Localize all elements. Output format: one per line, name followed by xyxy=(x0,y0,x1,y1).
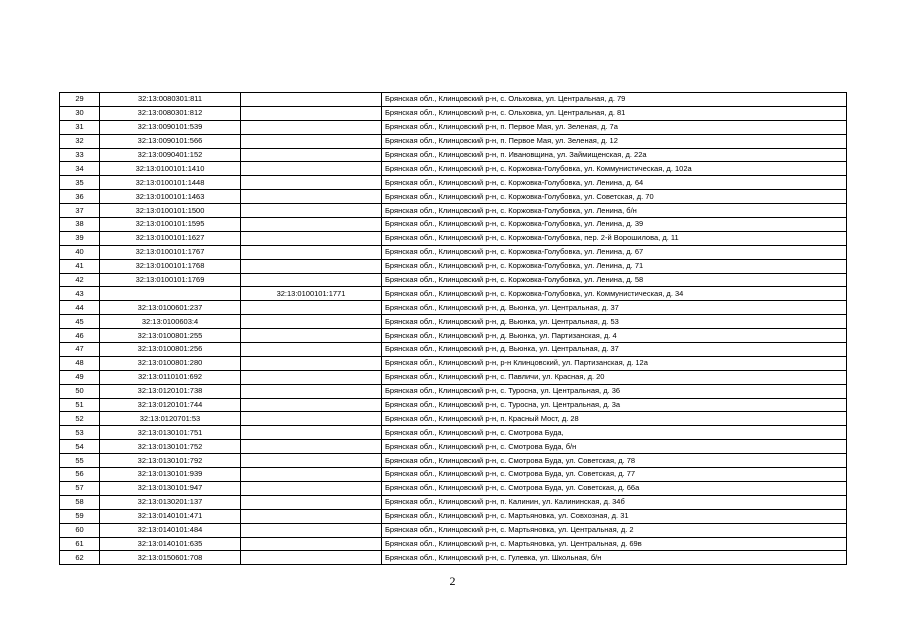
table-row xyxy=(60,106,847,120)
table-row xyxy=(60,204,847,218)
cadastral-number-cell: 32:13:0100801:255 xyxy=(100,329,241,343)
cadastral-number-cell: 32:13:0100801:256 xyxy=(100,343,241,357)
table-row xyxy=(60,412,847,426)
table-row xyxy=(60,315,847,329)
table-row xyxy=(60,176,847,190)
cadastral-number-cell: 32:13:0100101:1767 xyxy=(100,245,241,259)
table-row xyxy=(60,329,847,343)
address-cell: Брянская обл., Клинцовский р-н, с. Коржовка-Голубовка, ул. Ленина, д. 58 xyxy=(382,273,847,287)
row-number-cell: 33 xyxy=(60,148,100,162)
cadastral-number-cell: 32:13:0130101:947 xyxy=(100,481,241,495)
address-cell: Брянская обл., Клинцовский р-н, с. Коржовка-Голубовка, ул. Советская, д. 70 xyxy=(382,190,847,204)
cadastral-number-cell: 32:13:0100801:280 xyxy=(100,356,241,370)
address-cell: Брянская обл., Клинцовский р-н, с. Коржовка-Голубовка, пер. 2-й Ворошилова, д. 11 xyxy=(382,231,847,245)
row-number-cell: 50 xyxy=(60,384,100,398)
address-table-body xyxy=(60,93,847,565)
extra-cadastral-number-cell xyxy=(241,218,382,232)
extra-cadastral-number-cell xyxy=(241,106,382,120)
address-cell: Брянская обл., Клинцовский р-н, с. Ольховка, ул. Центральная, д. 79 xyxy=(382,93,847,107)
table-row xyxy=(60,426,847,440)
extra-cadastral-number-cell xyxy=(241,356,382,370)
address-cell: Брянская обл., Клинцовский р-н, с. Ольховка, ул. Центральная, д. 81 xyxy=(382,106,847,120)
row-number-cell: 32 xyxy=(60,134,100,148)
row-number-cell: 29 xyxy=(60,93,100,107)
address-cell: Брянская обл., Клинцовский р-н, р-н Клинцовский, ул. Партизанская, д. 12а xyxy=(382,356,847,370)
extra-cadastral-number-cell xyxy=(241,190,382,204)
cadastral-number-cell: 32:13:0130101:792 xyxy=(100,454,241,468)
extra-cadastral-number-cell xyxy=(241,398,382,412)
extra-cadastral-number-cell xyxy=(241,468,382,482)
extra-cadastral-number-cell xyxy=(241,148,382,162)
table-row xyxy=(60,509,847,523)
table-row xyxy=(60,384,847,398)
extra-cadastral-number-cell xyxy=(241,426,382,440)
page-number: 2 xyxy=(449,574,456,588)
table-row xyxy=(60,398,847,412)
address-cell: Брянская обл., Клинцовский р-н, с. Туросна, ул. Центральная, д. 3а xyxy=(382,398,847,412)
extra-cadastral-number-cell xyxy=(241,301,382,315)
address-cell: Брянская обл., Клинцовский р-н, с. Смотрова Буда, ул. Советская, д. 78 xyxy=(382,454,847,468)
table-row xyxy=(60,356,847,370)
address-cell: Брянская обл., Клинцовский р-н, п. Красный Мост, д. 28 xyxy=(382,412,847,426)
row-number-cell: 60 xyxy=(60,523,100,537)
table-row xyxy=(60,148,847,162)
extra-cadastral-number-cell xyxy=(241,315,382,329)
table-row xyxy=(60,259,847,273)
table-row xyxy=(60,120,847,134)
address-cell: Брянская обл., Клинцовский р-н, с. Коржовка-Голубовка, ул. Ленина, д. 39 xyxy=(382,218,847,232)
cadastral-number-cell: 32:13:0090101:539 xyxy=(100,120,241,134)
row-number-cell: 37 xyxy=(60,204,100,218)
address-cell: Брянская обл., Клинцовский р-н, п. Первое Мая, ул. Зеленая, д. 7а xyxy=(382,120,847,134)
cadastral-number-cell: 32:13:0120701:53 xyxy=(100,412,241,426)
extra-cadastral-number-cell xyxy=(241,454,382,468)
cadastral-number-cell: 32:13:0100101:1768 xyxy=(100,259,241,273)
table-row xyxy=(60,537,847,551)
row-number-cell: 57 xyxy=(60,481,100,495)
row-number-cell: 35 xyxy=(60,176,100,190)
row-number-cell: 45 xyxy=(60,315,100,329)
table-row xyxy=(60,454,847,468)
address-cell: Брянская обл., Клинцовский р-н, с. Коржовка-Голубовка, ул. Коммунистическая, д. 34 xyxy=(382,287,847,301)
row-number-cell: 44 xyxy=(60,301,100,315)
address-cell: Брянская обл., Клинцовский р-н, с. Гулевка, ул. Школьная, б/н xyxy=(382,551,847,565)
address-cell: Брянская обл., Клинцовский р-н, с. Коржовка-Голубовка, ул. Коммунистическая, д. 102а xyxy=(382,162,847,176)
extra-cadastral-number-cell xyxy=(241,343,382,357)
row-number-cell: 42 xyxy=(60,273,100,287)
cadastral-number-cell: 32:13:0150601:708 xyxy=(100,551,241,565)
cadastral-number-cell: 32:13:0130101:752 xyxy=(100,440,241,454)
address-cell: Брянская обл., Клинцовский р-н, д. Вьюнка, ул. Партизанская, д. 4 xyxy=(382,329,847,343)
cadastral-number-cell: 32:13:0100101:1448 xyxy=(100,176,241,190)
cadastral-number-cell: 32:13:0130101:939 xyxy=(100,468,241,482)
extra-cadastral-number-cell xyxy=(241,204,382,218)
address-cell: Брянская обл., Клинцовский р-н, д. Вьюнка, ул. Центральная, д. 53 xyxy=(382,315,847,329)
cadastral-number-cell: 32:13:0090401:152 xyxy=(100,148,241,162)
address-cell: Брянская обл., Клинцовский р-н, п. Первое Мая, ул. Зеленая, д. 12 xyxy=(382,134,847,148)
extra-cadastral-number-cell xyxy=(241,259,382,273)
cadastral-number-cell: 32:13:0100101:1463 xyxy=(100,190,241,204)
table-row xyxy=(60,370,847,384)
table-row xyxy=(60,343,847,357)
extra-cadastral-number-cell xyxy=(241,370,382,384)
extra-cadastral-number-cell xyxy=(241,231,382,245)
row-number-cell: 55 xyxy=(60,454,100,468)
table-row xyxy=(60,287,847,301)
table-row xyxy=(60,481,847,495)
table-row xyxy=(60,495,847,509)
row-number-cell: 61 xyxy=(60,537,100,551)
table-row xyxy=(60,440,847,454)
row-number-cell: 58 xyxy=(60,495,100,509)
address-cell: Брянская обл., Клинцовский р-н, с. Мартьяновка, ул. Центральная, д. 69в xyxy=(382,537,847,551)
table-row xyxy=(60,93,847,107)
row-number-cell: 53 xyxy=(60,426,100,440)
cadastral-number-cell: 32:13:0120101:744 xyxy=(100,398,241,412)
cadastral-number-cell: 32:13:0080301:812 xyxy=(100,106,241,120)
row-number-cell: 34 xyxy=(60,162,100,176)
cadastral-number-cell: 32:13:0080301:811 xyxy=(100,93,241,107)
address-cell: Брянская обл., Клинцовский р-н, с. Смотрова Буда, ул. Советская, д. 77 xyxy=(382,468,847,482)
row-number-cell: 39 xyxy=(60,231,100,245)
cadastral-number-cell: 32:13:0140101:471 xyxy=(100,509,241,523)
table-row xyxy=(60,245,847,259)
row-number-cell: 36 xyxy=(60,190,100,204)
address-table xyxy=(59,92,847,565)
table-row xyxy=(60,190,847,204)
row-number-cell: 40 xyxy=(60,245,100,259)
table-row xyxy=(60,301,847,315)
address-cell: Брянская обл., Клинцовский р-н, п. Ивановщина, ул. Займищенская, д. 22а xyxy=(382,148,847,162)
row-number-cell: 48 xyxy=(60,356,100,370)
cadastral-number-cell: 32:13:0110101:692 xyxy=(100,370,241,384)
cadastral-number-cell: 32:13:0100601:237 xyxy=(100,301,241,315)
extra-cadastral-number-cell xyxy=(241,134,382,148)
row-number-cell: 43 xyxy=(60,287,100,301)
address-cell: Брянская обл., Клинцовский р-н, с. Смотрова Буда, xyxy=(382,426,847,440)
extra-cadastral-number-cell: 32:13:0100101:1771 xyxy=(241,287,382,301)
address-cell: Брянская обл., Клинцовский р-н, с. Мартьяновка, ул. Центральная, д. 2 xyxy=(382,523,847,537)
cadastral-number-cell: 32:13:0100603:4 xyxy=(100,315,241,329)
row-number-cell: 46 xyxy=(60,329,100,343)
address-cell: Брянская обл., Клинцовский р-н, с. Коржовка-Голубовка, ул. Ленина, д. 71 xyxy=(382,259,847,273)
address-cell: Брянская обл., Клинцовский р-н, с. Коржовка-Голубовка, ул. Ленина, д. 64 xyxy=(382,176,847,190)
table-row xyxy=(60,468,847,482)
table-row xyxy=(60,218,847,232)
cadastral-number-cell: 32:13:0100101:1595 xyxy=(100,218,241,232)
row-number-cell: 56 xyxy=(60,468,100,482)
extra-cadastral-number-cell xyxy=(241,509,382,523)
cadastral-number-cell: 32:13:0140101:484 xyxy=(100,523,241,537)
row-number-cell: 62 xyxy=(60,551,100,565)
cadastral-number-cell: 32:13:0120101:738 xyxy=(100,384,241,398)
row-number-cell: 30 xyxy=(60,106,100,120)
address-cell: Брянская обл., Клинцовский р-н, д. Вьюнка, ул. Центральная, д. 37 xyxy=(382,343,847,357)
table-row xyxy=(60,523,847,537)
cadastral-number-cell: 32:13:0140101:635 xyxy=(100,537,241,551)
address-cell: Брянская обл., Клинцовский р-н, с. Мартьяновка, ул. Совхозная, д. 31 xyxy=(382,509,847,523)
extra-cadastral-number-cell xyxy=(241,120,382,134)
row-number-cell: 31 xyxy=(60,120,100,134)
extra-cadastral-number-cell xyxy=(241,523,382,537)
extra-cadastral-number-cell xyxy=(241,440,382,454)
extra-cadastral-number-cell xyxy=(241,329,382,343)
address-cell: Брянская обл., Клинцовский р-н, с. Коржовка-Голубовка, ул. Ленина, б/н xyxy=(382,204,847,218)
address-cell: Брянская обл., Клинцовский р-н, с. Туросна, ул. Центральная, д. 36 xyxy=(382,384,847,398)
cadastral-number-cell: 32:13:0130101:751 xyxy=(100,426,241,440)
table-row xyxy=(60,162,847,176)
extra-cadastral-number-cell xyxy=(241,537,382,551)
row-number-cell: 51 xyxy=(60,398,100,412)
address-cell: Брянская обл., Клинцовский р-н, с. Смотрова Буда, ул. Советская, д. 66а xyxy=(382,481,847,495)
extra-cadastral-number-cell xyxy=(241,162,382,176)
address-cell: Брянская обл., Клинцовский р-н, с. Павличи, ул. Красная, д. 20 xyxy=(382,370,847,384)
cadastral-number-cell: 32:13:0130201:137 xyxy=(100,495,241,509)
extra-cadastral-number-cell xyxy=(241,273,382,287)
row-number-cell: 54 xyxy=(60,440,100,454)
extra-cadastral-number-cell xyxy=(241,176,382,190)
extra-cadastral-number-cell xyxy=(241,245,382,259)
address-cell: Брянская обл., Клинцовский р-н, д. Вьюнка, ул. Центральная, д. 37 xyxy=(382,301,847,315)
extra-cadastral-number-cell xyxy=(241,384,382,398)
cadastral-number-cell: 32:13:0100101:1627 xyxy=(100,231,241,245)
cadastral-number-cell: 32:13:0100101:1500 xyxy=(100,204,241,218)
address-cell: Брянская обл., Клинцовский р-н, с. Коржовка-Голубовка, ул. Ленина, д. 67 xyxy=(382,245,847,259)
table-row xyxy=(60,231,847,245)
address-cell: Брянская обл., Клинцовский р-н, с. Смотрова Буда, б/н xyxy=(382,440,847,454)
cadastral-number-cell: 32:13:0090101:566 xyxy=(100,134,241,148)
table-row xyxy=(60,551,847,565)
row-number-cell: 47 xyxy=(60,343,100,357)
row-number-cell: 38 xyxy=(60,218,100,232)
extra-cadastral-number-cell xyxy=(241,412,382,426)
extra-cadastral-number-cell xyxy=(241,481,382,495)
row-number-cell: 41 xyxy=(60,259,100,273)
row-number-cell: 49 xyxy=(60,370,100,384)
cadastral-number-cell: 32:13:0100101:1769 xyxy=(100,273,241,287)
cadastral-number-cell: 32:13:0100101:1410 xyxy=(100,162,241,176)
row-number-cell: 59 xyxy=(60,509,100,523)
extra-cadastral-number-cell xyxy=(241,551,382,565)
extra-cadastral-number-cell xyxy=(241,495,382,509)
extra-cadastral-number-cell xyxy=(241,93,382,107)
row-number-cell: 52 xyxy=(60,412,100,426)
table-row xyxy=(60,134,847,148)
cadastral-number-cell xyxy=(100,287,241,301)
address-cell: Брянская обл., Клинцовский р-н, п. Калинин, ул. Калининская, д. 34б xyxy=(382,495,847,509)
table-row xyxy=(60,273,847,287)
